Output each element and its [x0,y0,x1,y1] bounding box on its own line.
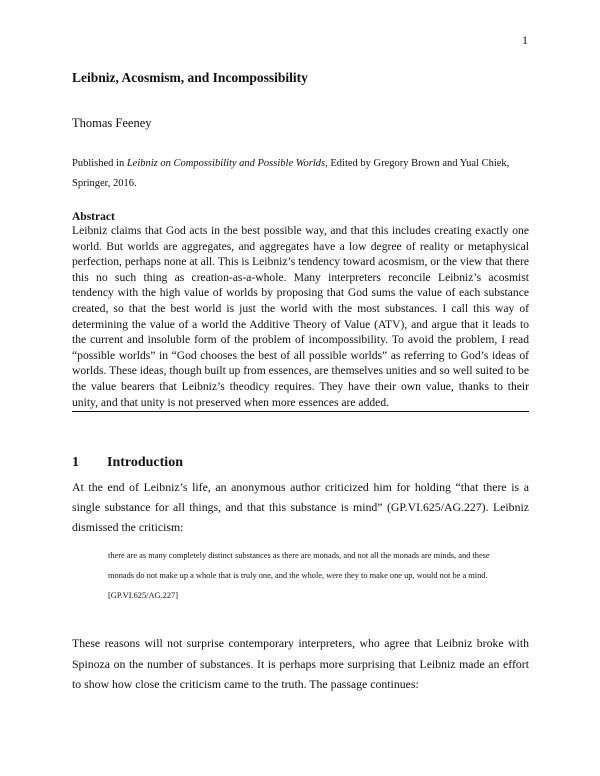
author-name: Thomas Feeney [72,116,152,130]
abstract-heading: Abstract [72,211,115,223]
page-number: 1 [522,33,528,47]
section-title: Introduction [107,455,183,470]
section-heading [72,455,183,471]
section-number: 1 [72,455,79,470]
intro-paragraph-1: At the end of Leibniz’s life, an anonymous author criticized him for holding “that there is a single substance for all things, and that this substance is mind” (GP.VI.625/AG.227). Leibniz dismissed the criticism: [72,480,529,535]
publication-note [72,154,530,194]
abstract-text: Leibniz claims that God acts in the best possible way, and that this includes creating exactly one world. But worlds are aggregates, and aggregates have a low degree of reality or metaphysical perfection, perhaps none at all. This is Leibniz’s tendency toward acosmism, or the view that there this no such thing as creation-as-a-whole. Many interpreters reconcile Leibniz’s acosmist tendency with the high value of worlds by proposing that God sums the value of each substance created, so that the best world is just the world with the most substances. I call this way of determining the value of a world the Additive Theory of Value (ATV), and argue that it leads to the current and insoluble form of the problem of incompossibility. To avoid the problem, I read “possible worlds” in “God chooses the best of all possible worlds” as referring to God’s ideas of worlds. These ideas, though built up from essences, are themselves unities and so well suited to be the value bearers that Leibniz’s theodicy requires. They have their own value, thanks to their unity, and that unity is not preserved when more essences are added. [72,223,529,412]
block-quote: there are as many completely distinct substances as there are monads, and not all the monads are minds, and these monads do not make up a whole that is truly one, and the whole, were they to make one up, would not be a mind. [GP.VI.625/AG.227] [108,551,490,600]
intro-paragraph-2: These reasons will not surprise contemporary interpreters, who agree that Leibniz broke with Spinoza on the number of substances. It is perhaps more surprising that Leibniz made an effort to show how close the criticism came to the truth. The passage continues: [72,636,529,692]
publication-prefix: Published in [72,158,127,169]
paper-title: Leibniz, Acosmism, and Incompossibility [72,70,308,85]
book-title: Leibniz on Compossibility and Possible Worlds [126,158,326,169]
publication-suffix: , Edited by Gregory Brown and Yual Chiek, Springer, 2016. [72,158,510,189]
